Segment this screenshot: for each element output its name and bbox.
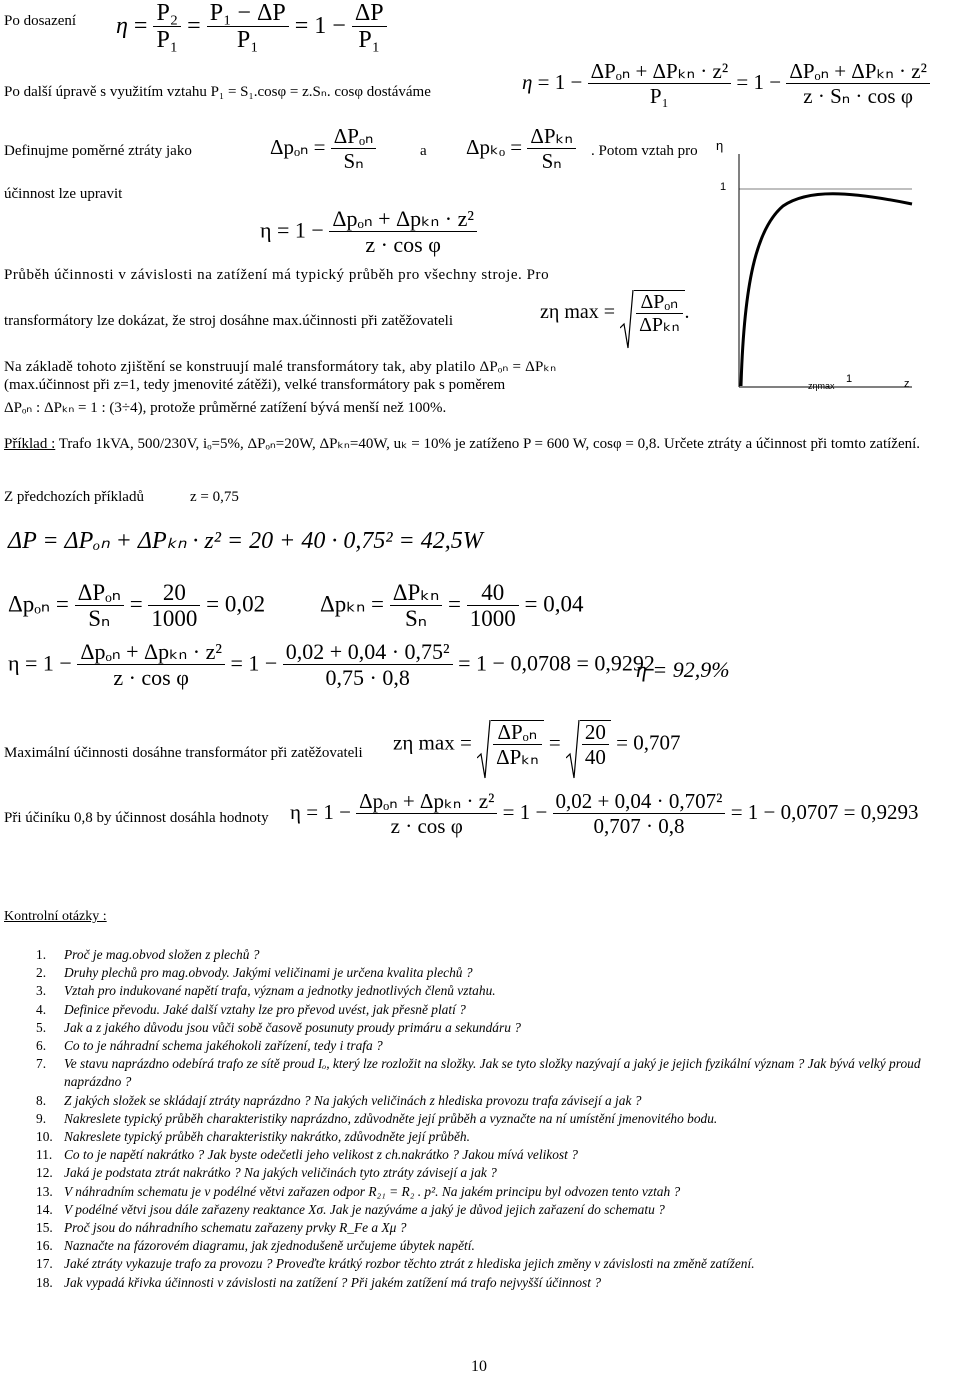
ucinik-text: Při účiníku 0,8 by účinnost dosáhla hodnoty (4, 810, 269, 826)
question-item: 5. Jak a z jakého důvodu jsou vůči sobě časově posunuty proudy primáru a sekundáru ? (36, 1019, 521, 1035)
y-axis-label: η (716, 138, 724, 153)
potom-text: . Potom vztah pro (591, 143, 698, 159)
question-item: 14. V podélné větvi jsou dále zařazeny reaktance Xσ. Jak je nazýváme a jaký je důvod jejich zařazení do schematu ? (36, 1201, 665, 1217)
efficiency-curve-graph (708, 134, 918, 396)
equation-eta-max: η = 1 − $\frac{\text{Δpₒₙ + Δpₖₙ · z²}}{\text{z · cos φ}}$ = 1 − $\frac{\text{0,02 + 0,04 · 0,707²}}{0,707 \cdot 0,8}$ = 1 − 0,0707 = 0,9293 (290, 789, 919, 839)
ucinnost-text: účinnost lze upravit (4, 186, 123, 202)
paragraph-zaklad-3: ΔPₒₙ : ΔPₖₙ = 1 : (3÷4), protože průměrné zatížení bývá menší než 100%. (4, 400, 447, 416)
equation-zmax: zη max = $\frac{\text{ΔPₒₙ}}{\text{ΔPₖₙ}}$ . (540, 290, 690, 337)
prev-z: z = 0,75 (190, 489, 239, 505)
question-item: 9. Nakreslete typický průběh charakteristiky naprázdno, zdůvodněte její průběh a vyznačte na ní umístění jmenovitého bodu. (36, 1110, 718, 1126)
equation-eta-percent: η = 92,9% (636, 657, 730, 682)
question-item: 7. Ve stavu naprázdno odebírá trafo ze sítě proud Iₒ, který lze rozložit na složky. Jak se tyto složky nazývají a jaký je jejich fyzikální význam ? Jak bývá velký proud naprázdno ? (36, 1056, 921, 1090)
question-item: 13. V náhradním schematu je v podélné větvi zařazen odpor R₂₁ = R₂ . p². Na jakém principu byl odvozen tento vztah ? (36, 1183, 681, 1199)
max-ucinnost-text: Maximální účinnosti dosáhne transformátor při zatěžovateli (4, 745, 363, 761)
question-item: 1. Proč je mag.obvod složen z plechů ? (36, 947, 260, 962)
prev-text: Z předchozích příkladů (4, 489, 144, 505)
y-tick-one: 1 (720, 181, 727, 193)
question-item: 6. Co to je náhradní schema jakéhokoli zařízení, tedy i trafa ? (36, 1038, 383, 1054)
paragraph-transformatory: transformátory lze dokázat, že stroj dosáhne max.účinnosti při zatěžovateli (4, 313, 453, 329)
question-item: 16. Naznačte na fázorovém diagramu, jak zjednodušeně určujeme úbytek napětí. (36, 1238, 475, 1254)
conjunction-a: a (420, 143, 427, 159)
x-axis-label: z (904, 378, 910, 390)
question-item: 12. Jaká je podstata ztrát nakrátko ? Na jakých veličinách tyto ztráty závisejí a jak ? (36, 1165, 497, 1181)
question-item: 3. Vztah pro indukované napětí trafa, význam a jednotky jednotlivých členů vztahu. (36, 983, 496, 999)
page-number: 10 (471, 1358, 487, 1375)
paragraph-zaklad-2: (max.účinnost při z=1, tedy jmenovité zátěži), velké transformátory pak s poměrem (4, 377, 506, 393)
dosazeni-label: Po dosazení (4, 13, 77, 29)
equation-pkn-value: Δpₖₙ = $\frac{\text{ΔPₖₙ}}{\text{Sₙ}}$ = $\frac{40}{1000}$ = 0,04 (320, 580, 584, 632)
question-item: 8. Z jakých složek se skládají ztráty naprázdno ? Na jakých veličinách z hlediska provozu trafa závisejí a jak ? (36, 1092, 642, 1108)
equation-pon-value: Δpₒₙ = $\frac{\text{ΔPₒₙ}}{\text{Sₙ}}$ = $\frac{20}{1000}$ = 0,02 (8, 580, 266, 632)
uprava-text: Po další úpravě s využitím vztahu P₁ = S₁.cosφ = z.Sₙ. cosφ dostáváme (4, 84, 431, 100)
x-tick-zmax: zηmax (808, 381, 835, 391)
question-item: 11. Co to je napětí nakrátko ? Jak byste odečetli jeho velikost z ch.nakrátko ? Jakou mívá velikost ? (36, 1147, 578, 1163)
definujme-text: Definujme poměrné ztráty jako (4, 143, 192, 159)
efficiency-curve (741, 194, 912, 386)
equation-uprava: η = 1 − $\frac{\text{ΔPₒₙ + ΔPₖₙ · z²}}{\text{P₁}}$ = 1 − $\frac{\text{ΔPₒₙ + ΔPₖₙ · z²}}{\text{z · Sₙ · cos φ}}$ (522, 60, 930, 108)
question-item: 2. Druhy plechů pro mag.obvody. Jakými veličinami je určena kvalita plechů ? (36, 965, 473, 981)
equation-delta-p: ΔP = ΔPₒₙ + ΔPₖₙ · z² = 20 + 40 · 0,75² = 42,5W (8, 528, 483, 554)
question-item: 18. Jak vypadá křivka účinnosti v závislosti na zatížení ? Při jakém zatížení má trafo nejvyšší účinnost ? (36, 1274, 602, 1290)
equation-dosazeni: η = $\frac{\text{P₂}}{\text{P₁}}$ = $\frac{\text{P₁ − ΔP}}{\text{P₁}}$ = 1 − $\frac{\Delta P}{\text{P₁}}$ (116, 0, 387, 55)
equation-eta-calc: η = 1 − $\frac{\text{Δpₒₙ + Δpₖₙ · z²}}{\text{z · cos φ}}$ = 1 − $\frac{\text{0,02 + 0,04 · 0,75²}}{0,75 \cdot 0,8}$ = 1 − 0,0708 = 0,9292 (8, 639, 655, 691)
example-paragraph: Příklad : Trafo 1kVA, 500/230V, iₒ=5%, ΔPₒₙ=20W, ΔPₖₙ=40W, uₖ = 10% je zatíženo P = 600 W, cosφ = 0,8. Určete ztráty a účinnost při tomto zatížení. (4, 436, 921, 452)
equation-delta-pon: Δpₒₙ = $\frac{\text{ΔPₒₙ}}{\text{Sₙ}}$ (270, 125, 376, 173)
question-item: 10. Nakreslete typický průběh charakteristiky nakrátko, zdůvodněte její průběh. (36, 1129, 470, 1145)
question-item: 4. Definice převodu. Jaké další vztahy lze pro převod uvést, jak přesně platí ? (36, 1001, 466, 1017)
x-tick-one: 1 (846, 373, 853, 385)
questions-list (4, 946, 954, 1292)
question-item: 17. Jaké ztráty vykazuje trafo za provozu ? Proveďte krátký rozbor těchto ztrát z hlediska jejich změny v závislosti na změně zatížení. (36, 1256, 755, 1272)
paragraph-zaklad-1: Na základě tohoto zjištění se konstruují malé transformátory tak, aby platilo ΔPₒₙ = ΔPₖₙ (4, 359, 557, 375)
questions-heading: Kontrolní otázky : (4, 909, 107, 924)
equation-delta-pko: Δpₖₒ = $\frac{\text{ΔPₖₙ}}{\text{Sₙ}}$ (466, 125, 576, 173)
example-label: Příklad : (4, 436, 56, 452)
question-item: 15. Proč jsou do náhradního schematu zařazeny prvky R_Fe a Xμ ? (36, 1220, 407, 1236)
paragraph-prubeh: Průběh účinnosti v závislosti na zatížení má typický průběh pro všechny stroje. Pro (4, 267, 550, 283)
equation-zmax-value: zη max = $\frac{\text{ΔPₒₙ}}{\text{ΔPₖₙ}}$ = $\frac{20}{40}$ = 0,707 (393, 720, 681, 769)
equation-eta: η = 1 − $\frac{\text{Δpₒₙ + Δpₖₙ · z²}}{\text{z · cos φ}}$ (260, 207, 477, 257)
